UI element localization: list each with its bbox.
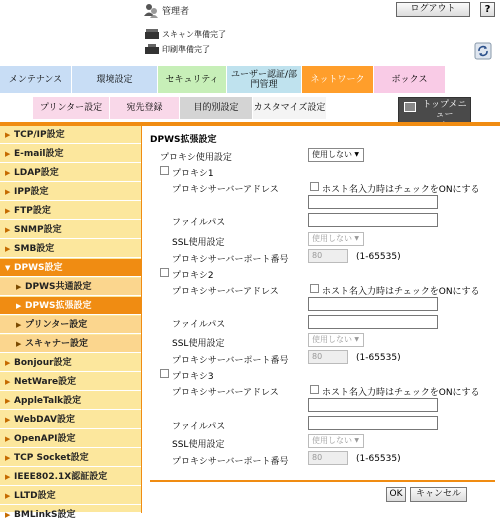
content-divider	[141, 126, 142, 513]
proxy3-port-range: (1-65535)	[356, 454, 401, 464]
proxy1-address-label: プロキシサーバーアドレス	[172, 185, 279, 195]
subtab-purpose[interactable]: 目的別設定	[180, 97, 253, 119]
proxy3-hostname-checkbox[interactable]	[310, 385, 319, 394]
proxy3-checkbox[interactable]	[160, 369, 169, 378]
sidebar-item-tcpip[interactable]: ▶ TCP/IP設定	[0, 126, 141, 144]
sidebar-item-lltd[interactable]: ▶ LLTD設定	[0, 487, 141, 505]
proxy1-port-input[interactable]: 80	[308, 249, 348, 263]
print-status: 印刷準備完了	[162, 45, 210, 54]
subtab-customize[interactable]: カスタマイズ設定	[253, 97, 327, 119]
sidebar-item-ipp[interactable]: ▶ IPP設定	[0, 183, 141, 201]
arrow-right-icon: ▶	[16, 302, 22, 310]
proxy3-ssl-label: SSL使用設定	[172, 440, 225, 450]
tab-security[interactable]: セキュリティ	[158, 66, 227, 93]
arrow-right-icon: ▶	[5, 207, 11, 215]
sidebar-item-bmlinks[interactable]: ▶ BMLinkS設定	[0, 506, 141, 513]
arrow-right-icon: ▶	[5, 226, 11, 234]
proxy-use-select[interactable]: 使用しない ▼	[308, 148, 364, 162]
top-menu-label: トップメニュー	[422, 100, 467, 120]
sidebar-item-printer-settings[interactable]: ▶ プリンター設定	[0, 316, 141, 334]
arrow-right-icon: ▶	[16, 283, 22, 291]
sidebar-item-smb[interactable]: ▶ SMB設定	[0, 240, 141, 258]
sidebar-item-bonjour[interactable]: ▶ Bonjour設定	[0, 354, 141, 372]
proxy3-address-input[interactable]	[308, 398, 438, 412]
arrow-right-icon: ▶	[5, 454, 11, 462]
sidebar-item-tcp-socket[interactable]: ▶ TCP Socket設定	[0, 449, 141, 467]
proxy3-address-label: プロキシサーバーアドレス	[172, 388, 279, 398]
printer-icon	[145, 44, 159, 54]
arrow-right-icon: ▶	[16, 340, 22, 348]
arrow-right-icon: ▶	[5, 435, 11, 443]
sidebar-item-scanner-settings[interactable]: ▶ スキャナー設定	[0, 335, 141, 353]
cancel-button[interactable]: キャンセル	[410, 487, 467, 502]
proxy3-path-input[interactable]	[308, 416, 438, 430]
help-button[interactable]: ?	[480, 2, 495, 17]
tab-user-auth[interactable]: ユーザー認証/部 門管理	[227, 66, 302, 93]
proxy2-hostname-checkbox[interactable]	[310, 284, 319, 293]
proxy1-ssl-select[interactable]: 使用しない ▼	[308, 232, 364, 246]
arrow-right-icon: ▶	[5, 169, 11, 177]
page-title: DPWS拡張設定	[150, 135, 217, 145]
tab-network[interactable]: ネットワーク	[302, 66, 374, 93]
arrow-right-icon: ▶	[5, 473, 11, 481]
top-menu-button[interactable]	[398, 97, 471, 125]
proxy1-ssl-label: SSL使用設定	[172, 238, 225, 248]
arrow-right-icon: ▶	[5, 131, 11, 139]
content-bottom-divider	[150, 480, 495, 482]
arrow-right-icon: ▶	[5, 492, 11, 500]
proxy1-hostname-checkbox[interactable]	[310, 182, 319, 191]
sidebar-item-ieee8021x[interactable]: ▶ IEEE802.1X認証設定	[0, 468, 141, 486]
proxy2-ssl-select[interactable]: 使用しない ▼	[308, 333, 364, 347]
arrow-right-icon: ▶	[5, 245, 11, 253]
sidebar-item-netware[interactable]: ▶ NetWare設定	[0, 373, 141, 391]
admin-user-icon	[143, 2, 159, 18]
subtab-printer-settings[interactable]: プリンター設定	[33, 97, 110, 119]
sidebar-item-openapi[interactable]: ▶ OpenAPI設定	[0, 430, 141, 448]
proxy2-label: プロキシ2	[172, 271, 214, 281]
top-menu-icon	[404, 102, 416, 112]
sidebar-item-webdav[interactable]: ▶ WebDAV設定	[0, 411, 141, 429]
arrow-right-icon: ▶	[5, 150, 11, 158]
proxy2-address-label: プロキシサーバーアドレス	[172, 287, 279, 297]
sidebar-item-dpws-common[interactable]: ▶ DPWS共通設定	[0, 278, 141, 296]
proxy3-hostname-label: ホスト名入力時はチェックをONにする	[322, 388, 480, 398]
proxy2-port-input[interactable]: 80	[308, 350, 348, 364]
proxy-use-label: プロキシ使用設定	[160, 153, 232, 163]
proxy1-address-input[interactable]	[308, 195, 438, 209]
arrow-right-icon: ▶	[16, 321, 22, 329]
subtab-destination[interactable]: 宛先登録	[110, 97, 180, 119]
arrow-down-icon: ▼	[5, 264, 11, 272]
sidebar-item-email[interactable]: ▶ E-mail設定	[0, 145, 141, 163]
proxy2-port-range: (1-65535)	[356, 353, 401, 363]
sidebar-item-appletalk[interactable]: ▶ AppleTalk設定	[0, 392, 141, 410]
proxy2-address-input[interactable]	[308, 297, 438, 311]
tab-environment[interactable]: 環境設定	[72, 66, 158, 93]
proxy1-checkbox[interactable]	[160, 166, 169, 175]
chevron-down-icon: ▼	[354, 437, 359, 444]
proxy3-ssl-select[interactable]: 使用しない ▼	[308, 434, 364, 448]
proxy2-ssl-label: SSL使用設定	[172, 339, 225, 349]
sidebar-item-snmp[interactable]: ▶ SNMP設定	[0, 221, 141, 239]
proxy3-port-input[interactable]: 80	[308, 451, 348, 465]
scan-status: スキャン準備完了	[162, 30, 226, 39]
arrow-right-icon: ▶	[5, 378, 11, 386]
proxy2-hostname-label: ホスト名入力時はチェックをONにする	[322, 287, 480, 297]
sidebar-item-dpws-extended[interactable]: ▶ DPWS拡張設定	[0, 297, 141, 315]
refresh-icon[interactable]	[475, 43, 491, 59]
proxy1-path-input[interactable]	[308, 213, 438, 227]
proxy2-path-label: ファイルパス	[172, 320, 226, 330]
proxy3-port-label: プロキシサーバーポート番号	[172, 457, 289, 467]
chevron-down-icon: ▼	[354, 336, 359, 343]
chevron-down-icon: ▼	[354, 235, 359, 242]
proxy2-port-label: プロキシサーバーポート番号	[172, 356, 289, 366]
proxy1-port-range: (1-65535)	[356, 252, 401, 262]
proxy3-label: プロキシ3	[172, 372, 214, 382]
proxy3-path-label: ファイルパス	[172, 422, 226, 432]
scanner-icon	[145, 29, 159, 39]
sidebar-item-ftp[interactable]: ▶ FTP設定	[0, 202, 141, 220]
tab-box[interactable]: ボックス	[374, 66, 446, 93]
sidebar	[0, 126, 141, 520]
arrow-right-icon: ▶	[5, 511, 11, 519]
proxy2-path-input[interactable]	[308, 315, 438, 329]
proxy1-hostname-label: ホスト名入力時はチェックをONにする	[322, 185, 480, 195]
tab-maintenance[interactable]: メンテナンス	[0, 66, 72, 93]
sidebar-item-ldap[interactable]: ▶ LDAP設定	[0, 164, 141, 182]
logout-button[interactable]: ログアウト	[396, 2, 470, 17]
proxy1-label: プロキシ1	[172, 169, 214, 179]
arrow-right-icon: ▶	[5, 397, 11, 405]
admin-label: 管理者	[162, 7, 190, 17]
arrow-right-icon: ▶	[5, 416, 11, 424]
proxy1-path-label: ファイルパス	[172, 218, 226, 228]
chevron-down-icon: ▼	[354, 151, 359, 158]
ok-button[interactable]: OK	[386, 487, 406, 502]
sidebar-item-dpws[interactable]: ▼ DPWS設定	[0, 259, 141, 277]
arrow-right-icon: ▶	[5, 188, 11, 196]
proxy2-checkbox[interactable]	[160, 268, 169, 277]
arrow-right-icon: ▶	[5, 359, 11, 367]
proxy1-port-label: プロキシサーバーポート番号	[172, 255, 289, 265]
